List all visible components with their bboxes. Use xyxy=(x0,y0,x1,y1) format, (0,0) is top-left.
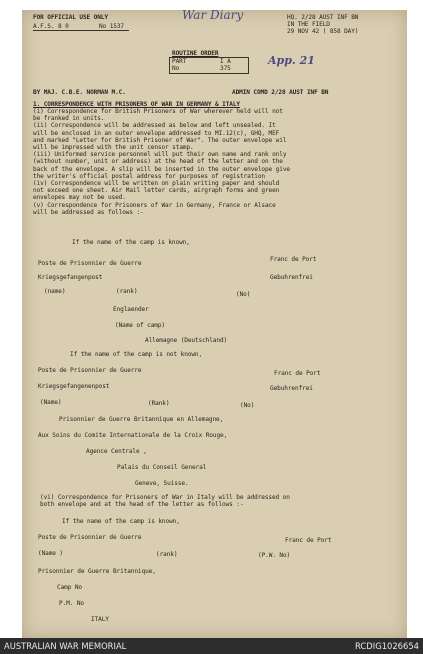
serial-number: No 1537 xyxy=(99,23,124,30)
germany-unknown-palais: Palais du Conseil General xyxy=(117,464,207,471)
germany-known-line1: Poste de Prisonnier de Guerre xyxy=(38,260,142,267)
body-line: (without number, unit or address) at the head of the letter and on the xyxy=(33,158,283,166)
field-line: IN THE FIELD xyxy=(287,21,330,28)
order-number-label: No xyxy=(172,65,180,72)
body-line: be franked in units. xyxy=(33,115,105,123)
date-line: 29 NOV 42 ( 858 DAY) xyxy=(287,28,359,35)
germany-unknown-name: (Name) xyxy=(40,399,62,406)
issued-by: BY MAJ. C.B.E. NORMAN M.C. xyxy=(33,89,126,96)
germany-unknown-aux-soins: Aux Soins du Comite Internationale de la Croix Rouge, xyxy=(38,432,228,439)
germany-unknown-agence: Agence Centrale , xyxy=(86,448,147,455)
body-line: will be addressed as follows :- xyxy=(33,208,144,216)
order-number-value: 375 xyxy=(220,65,231,72)
germany-known-franc: Franc de Port xyxy=(270,256,317,263)
body-line: (iv) Correspondence will be written on plain writing paper and should xyxy=(33,180,280,187)
hq-line: HQ. 2/28 AUST INF BN xyxy=(287,14,359,21)
archive-footer xyxy=(0,638,423,654)
italy-name: (Name ) xyxy=(38,550,63,557)
germany-known-camp: (Name of camp) xyxy=(115,322,165,329)
italy-line1: Poste de Prisonnier de Guerre xyxy=(38,534,142,541)
germany-known-englander: Englaender xyxy=(113,306,149,313)
body-line: not exceed one sheet. Air Mail letter cards, airgraph forms and green xyxy=(33,187,280,195)
italy-pg-line: Prisonnier de Guerre Britannique, xyxy=(38,568,156,575)
part-label: PART xyxy=(172,58,187,65)
germany-unknown-line1: Poste de Prisonnier de Guerre xyxy=(38,367,142,374)
italy-country: ITALY xyxy=(91,616,109,623)
section-heading: 1. CORRESPONDENCE WITH PRISONERS OF WAR IN GERMANY & ITALY xyxy=(33,101,240,108)
germany-unknown-pg: Prisonnier de Guerre Britannique en Allemagne, xyxy=(59,416,224,423)
routine-order-title: ROUTINE ORDER xyxy=(172,50,219,57)
germany-unknown-heading: If the name of the camp is not known, xyxy=(70,351,203,358)
germany-unknown-line2: Kriegsgefangenenpost xyxy=(38,383,110,390)
italy-pw-no: (P.W. No) xyxy=(258,552,291,559)
part-value: I A xyxy=(220,58,231,65)
germany-known-name: (name) xyxy=(44,288,66,295)
body-line: will be impressed with the unit censor stamp. xyxy=(33,144,194,151)
germany-known-allemagne: Allemagne (Deutschland) xyxy=(145,337,228,344)
germany-unknown-franc: Franc de Port xyxy=(274,370,321,377)
italy-para-line2: both envelope and at the head of the letter as follows :- xyxy=(40,501,244,508)
handwritten-war-diary: War Diary xyxy=(182,10,244,22)
germany-known-line2: Kriegsgefangenpost xyxy=(38,274,103,281)
body-line: (v) Correspondence for Prisoners of War in Germany, France or Alsace xyxy=(33,201,276,209)
header-underline xyxy=(33,30,129,31)
italy-franc: Franc de Port xyxy=(285,537,332,544)
body-line: (i) Correspondence for British Prisoners of War wherever held will not xyxy=(33,108,283,115)
italy-pm-no: P.M. No xyxy=(59,600,84,607)
germany-unknown-gebuhren: Gebuhrenfrei xyxy=(270,385,313,392)
germany-unknown-rank: (Rank) xyxy=(148,400,170,407)
body-line: (ii) Correspondence will be addressed as below and left unsealed. It xyxy=(33,122,276,130)
archive-name: AUSTRALIAN WAR MEMORIAL xyxy=(4,641,127,651)
handwritten-reference: App. 21 xyxy=(268,54,315,67)
germany-unknown-no: (No) xyxy=(240,402,255,409)
italy-camp-no: Camp No xyxy=(57,584,82,591)
body-line: envelopes may not be used. xyxy=(33,194,126,202)
body-line: will be enclosed in an outer envelope addressed to MI.12(c), GHQ, MEF xyxy=(33,129,280,137)
germany-known-gebuhren: Gebuhrenfrei xyxy=(270,274,313,281)
italy-rank: (rank) xyxy=(156,551,178,558)
germany-known-no: (No) xyxy=(236,291,251,298)
issuing-command: ADMIN COMD 2/28 AUST INF BN xyxy=(232,89,329,96)
body-line: the writer's official postal address for purposes of registration xyxy=(33,172,265,180)
body-line: and marked "Letter for British Prisoner of War". The outer envelope wil xyxy=(33,136,287,144)
archive-id: RCDIG1026654 xyxy=(355,641,419,651)
afs-ref: A.F.S. 8 0 xyxy=(33,23,69,30)
germany-unknown-geneve: Geneve, Suisse. xyxy=(135,480,189,487)
body-line: back of the envelope. A slip will be inserted in the outer envelope give xyxy=(33,165,290,173)
body-line: (iii) Uniformed service personnel will put their own name and rank only xyxy=(33,151,287,159)
italy-known-heading: If the name of the camp is known, xyxy=(62,518,180,525)
italy-para-line1: (vi) Correspondence for Prisoners of War in Italy will be addressed on xyxy=(40,494,290,501)
germany-known-heading: If the name of the camp is known, xyxy=(72,239,190,246)
classification-text: FOR OFFICIAL USE ONLY xyxy=(33,14,108,21)
paper-page xyxy=(22,10,407,638)
germany-known-rank: (rank) xyxy=(116,288,138,295)
